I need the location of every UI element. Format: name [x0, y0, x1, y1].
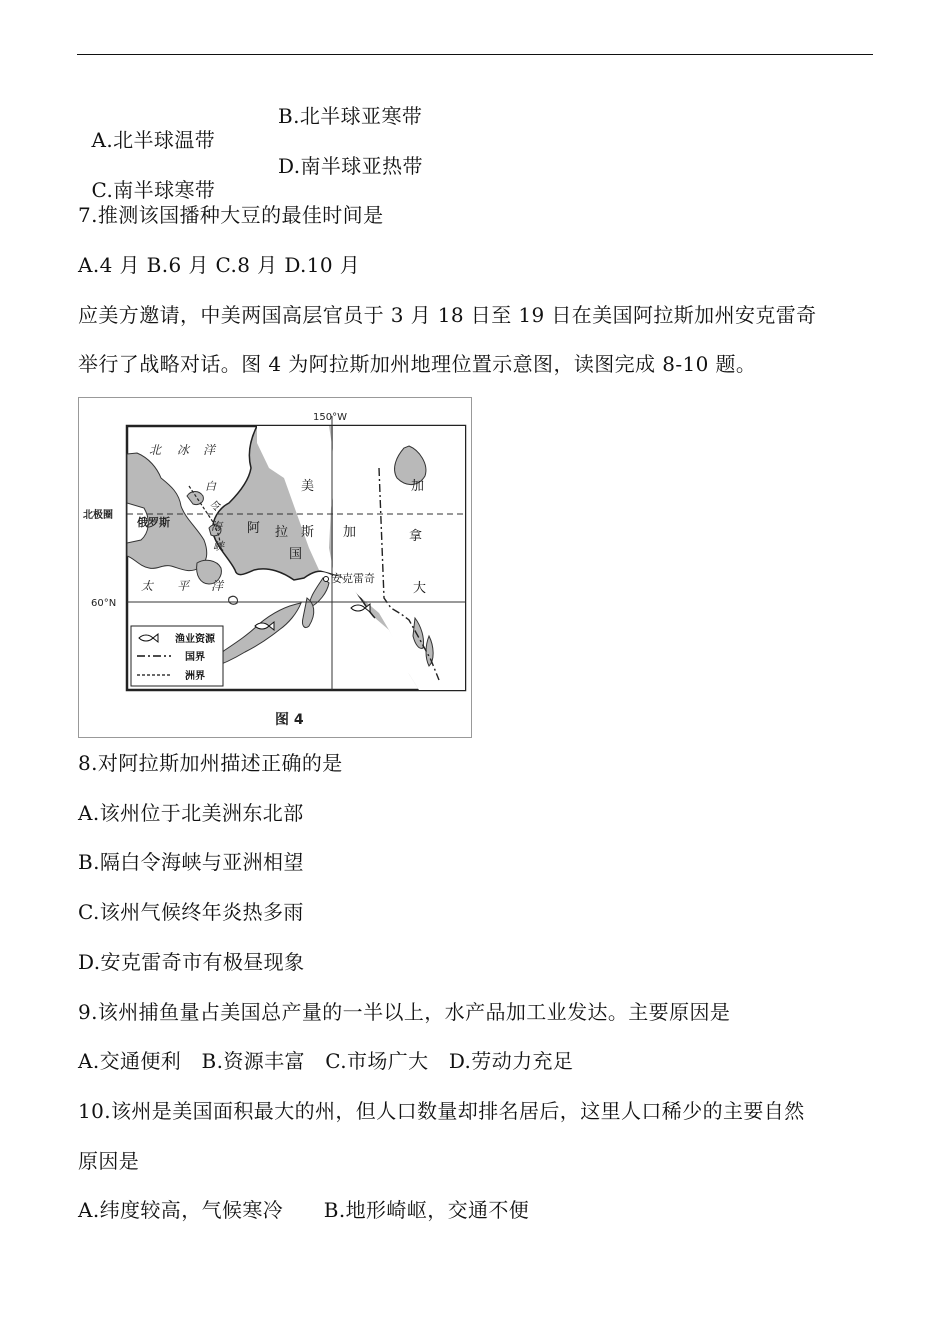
intro-line-1: 应美方邀请，中美两国高层官员于 3 月 18 日至 19 日在美国阿拉斯加州安克雷奇 — [78, 303, 817, 327]
q10-stem-line-2: 原因是 — [78, 1149, 140, 1173]
q7-options[interactable]: A.4 月 B.6 月 C.8 月 D.10 月 — [78, 253, 361, 277]
q8-option-a[interactable]: A.该州位于北美洲东北部 — [78, 801, 304, 825]
russia-label: 俄罗斯 — [137, 516, 170, 529]
anchorage-marker — [324, 577, 329, 582]
strait-label-1: 白 — [205, 480, 216, 493]
q6-option-a[interactable]: A.北半球温带 — [91, 128, 216, 152]
ocean-pacific-1: 太 — [141, 579, 154, 593]
longitude-label: 150°W — [313, 412, 347, 423]
ocean-arctic-2: 冰 — [177, 443, 190, 457]
city-label: 安克雷奇 — [331, 572, 375, 585]
canada-label-1: 加 — [411, 479, 425, 494]
q10-stem-line-1: 10.该州是美国面积最大的州，但人口数量却排名居后，这里人口稀少的主要自然 — [78, 1099, 805, 1123]
q7-stem: 7.推测该国播种大豆的最佳时间是 — [78, 203, 384, 227]
usa-label-2: 阿 — [247, 521, 261, 536]
q6-option-b[interactable]: B.北半球亚寒带 — [278, 104, 423, 128]
intro-line-2: 举行了战略对话。图 4 为阿拉斯加州地理位置示意图，读图完成 8-10 题。 — [78, 352, 757, 376]
ocean-pacific-3: 洋 — [211, 579, 224, 593]
q8-option-d[interactable]: D.安克雷奇市有极昼现象 — [78, 950, 305, 974]
canada-label-3: 大 — [413, 581, 427, 596]
canada-label-2: 拿 — [409, 529, 423, 544]
arctic-circle-label: 北极圈 — [83, 510, 113, 521]
q10-options[interactable]: A.纬度较高，气候寒冷 B.地形崎岖，交通不便 — [78, 1198, 530, 1222]
lat60-label: 60°N — [91, 598, 117, 609]
figure-caption: 图 4 — [275, 712, 304, 728]
usa-label-6: 国 — [289, 547, 303, 562]
strait-label-2: 令 — [209, 500, 220, 513]
q6-option-d[interactable]: D.南半球亚热带 — [278, 154, 423, 178]
usa-label-1: 美 — [301, 479, 315, 494]
strait-label-3: 海 — [211, 520, 222, 533]
usa-label-4: 斯 — [301, 525, 315, 540]
ocean-arctic-3: 洋 — [203, 443, 216, 457]
small-island — [229, 596, 238, 604]
strait-label-4: 峡 — [213, 540, 224, 553]
q8-option-b[interactable]: B.隔白令海峡与亚洲相望 — [78, 850, 304, 874]
q9-stem: 9.该州捕鱼量占美国总产量的一半以上，水产品加工业发达。主要原因是 — [78, 1000, 731, 1024]
legend-fishery: 渔业资源 — [175, 634, 215, 645]
legend-national-border: 国界 — [185, 652, 205, 663]
q8-stem: 8.对阿拉斯加州描述正确的是 — [78, 751, 343, 775]
q6-option-c[interactable]: C.南半球寒带 — [91, 178, 216, 202]
figure-4-map — [78, 397, 472, 738]
header-rule — [77, 54, 873, 55]
ocean-pacific-2: 平 — [177, 579, 190, 593]
ocean-arctic-1: 北 — [149, 443, 162, 457]
usa-label-3: 拉 — [275, 525, 289, 540]
legend-continent-border: 洲界 — [185, 671, 205, 682]
alaska-map-svg — [79, 398, 471, 737]
q9-options[interactable]: A.交通便利 B.资源丰富 C.市场广大 D.劳动力充足 — [78, 1049, 574, 1073]
q8-option-c[interactable]: C.该州气候终年炎热多雨 — [78, 900, 304, 924]
usa-label-5: 加 — [343, 525, 357, 540]
